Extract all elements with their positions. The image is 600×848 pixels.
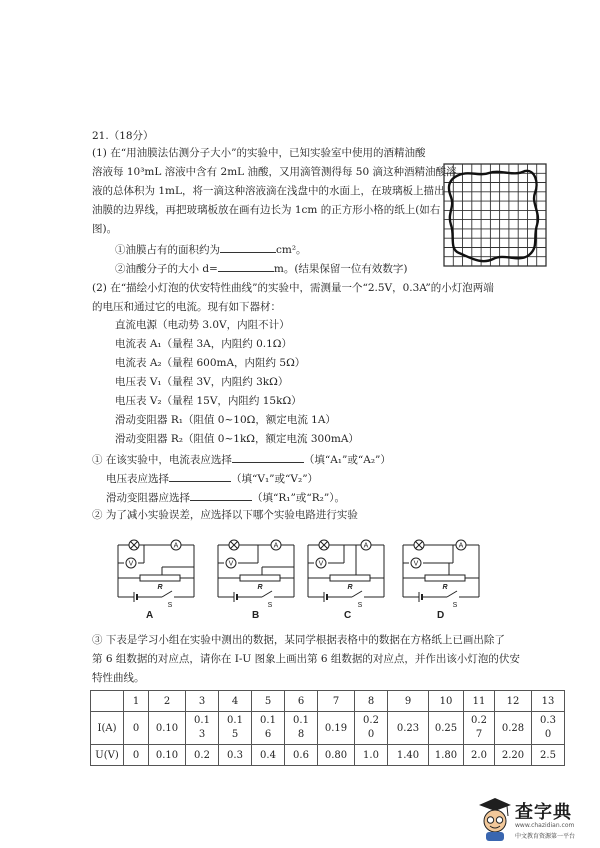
svg-text:R: R [442, 584, 448, 591]
index-cell: 8 [355, 691, 388, 712]
part2-line-2: 的电压和通过它的电流。现有如下器材： [92, 301, 281, 313]
index-cell: 10 [429, 691, 464, 712]
voltage-cell: 0.3 [219, 745, 252, 766]
voltmeter-blank[interactable] [169, 470, 231, 482]
logo-url: www.chazidian.com [515, 822, 575, 829]
voltage-cell: 0.4 [252, 745, 285, 766]
circuit-diagram-b [210, 535, 302, 615]
current-cell: 0.23 [388, 712, 429, 745]
area-blank[interactable] [220, 241, 276, 253]
svg-text:A: A [363, 542, 369, 550]
equipment-item: 滑动变阻器 R₂（阻值 0~1kΩ，额定电流 300mA） [115, 433, 359, 445]
index-cell [91, 691, 124, 712]
table-row-voltage [91, 745, 565, 766]
oil-film-grid-figure [443, 163, 547, 267]
current-cell: 0.28 [495, 712, 532, 745]
part1-line-3: 液的总体积为 1mL，将一滴这种溶液滴在浅盘中的水面上，在玻璃板上描出 [92, 185, 445, 197]
index-cell: 7 [318, 691, 355, 712]
index-cell: 11 [464, 691, 495, 712]
voltage-cell: 0.6 [285, 745, 318, 766]
circuit-label-d: D [437, 610, 445, 621]
current-cell: 0 [124, 712, 149, 745]
index-cell: 3 [186, 691, 219, 712]
svg-text:A: A [273, 542, 279, 550]
voltage-cell: 0.2 [186, 745, 219, 766]
table-intro-line-1: ③ 下表是学习小组在实验中测出的数据，某同学根据表格中的数据在方格纸上已画出除了 [92, 634, 505, 646]
circuit-label-c: C [344, 610, 352, 621]
current-cell: 0.10 [149, 712, 186, 745]
current-cell: 0.2 0 [355, 712, 388, 745]
index-cell: 13 [532, 691, 565, 712]
voltage-cell: 1.40 [388, 745, 429, 766]
voltage-cell: 0 [124, 745, 149, 766]
part1-line-2: 溶液每 10³mL 溶液中含有 2mL 油酸，又用滴管测得每 50 滴这种酒精油酸溶 [92, 166, 457, 178]
equipment-item: 电流表 A₂（量程 600mA，内阻约 5Ω） [115, 357, 306, 369]
table-row-index [91, 691, 565, 712]
part1-line-5: 图)。 [92, 223, 118, 235]
index-cell: 4 [219, 691, 252, 712]
svg-text:A: A [173, 542, 179, 550]
current-cell: 0.2 7 [464, 712, 495, 745]
svg-text:R: R [257, 584, 263, 591]
svg-text:R: R [347, 584, 353, 591]
rheostat-blank[interactable] [190, 489, 252, 501]
select-voltmeter: 电压表应选择 （填“V₁”或“V₂”） [106, 470, 318, 486]
svg-text:S: S [267, 602, 273, 609]
voltage-cell: 1.0 [355, 745, 388, 766]
q1-area: ①油膜占有的面积约为 cm²。 [115, 241, 307, 257]
select-ammeter: ① 在该实验中，电流表应选择 （填“A₁”或“A₂”） [92, 451, 391, 467]
voltage-cell: 2.20 [495, 745, 532, 766]
circuit-diagram-d [395, 535, 487, 615]
voltage-cell: 2.5 [532, 745, 565, 766]
equipment-item: 直流电源（电动势 3.0V，内阻不计） [115, 319, 290, 331]
voltage-cell: 2.0 [464, 745, 495, 766]
current-cell: 0.1 6 [252, 712, 285, 745]
logo-subtitle: 中文教育资源第一平台 [515, 833, 576, 840]
current-cell: 0.1 3 [186, 712, 219, 745]
chazidian-logo [478, 796, 596, 846]
svg-text:S: S [357, 602, 363, 609]
svg-text:V: V [128, 560, 134, 568]
question-header: 21.（18分） [92, 130, 154, 142]
circuit-diagram-a [110, 535, 202, 615]
measurement-table [90, 690, 565, 766]
logo-title: 查字典 [515, 802, 572, 823]
svg-text:R: R [157, 584, 163, 591]
index-cell: 6 [285, 691, 318, 712]
current-cell: 0.1 5 [219, 712, 252, 745]
svg-text:A: A [458, 542, 464, 550]
part1-line-1: (1) 在“用油膜法估测分子大小”的实验中，已知实验室中使用的酒精油酸 [92, 147, 426, 159]
part1-line-4: 油膜的边界线，再把玻璃板放在画有边长为 1cm 的正方形小格的纸上(如右 [92, 204, 441, 216]
svg-text:S: S [167, 602, 173, 609]
circuit-prompt: ② 为了减小实验误差，应选择以下哪个实验电路进行实验 [92, 509, 358, 521]
ammeter-blank[interactable] [232, 451, 304, 463]
current-cell: 0.19 [318, 712, 355, 745]
index-cell: 1 [124, 691, 149, 712]
svg-text:V: V [318, 560, 324, 568]
table-intro-line-3: 特性曲线。 [92, 672, 145, 684]
table-row-current [91, 712, 565, 745]
row-label-voltage: U(V) [91, 745, 124, 766]
index-cell: 9 [388, 691, 429, 712]
svg-text:V: V [228, 560, 234, 568]
svg-text:S: S [452, 602, 458, 609]
equipment-item: 电压表 V₁（量程 3V，内阻约 3kΩ） [115, 376, 289, 388]
voltage-cell: 0.80 [318, 745, 355, 766]
voltage-cell: 1.80 [429, 745, 464, 766]
circuit-label-b: B [252, 610, 260, 621]
voltage-cell: 0.10 [149, 745, 186, 766]
equipment-item: 电流表 A₁（量程 3A，内阻约 0.1Ω） [115, 338, 292, 350]
table-intro-line-2: 第 6 组数据的对应点，请你在 I-U 图象上画出第 6 组数据的对应点，并作出该小灯泡的伏安 [92, 653, 520, 665]
mascot-icon [478, 796, 512, 842]
part2-line-1: (2) 在“描绘小灯泡的伏安特性曲线”的实验中，需测量一个“2.5V，0.3A”的小灯泡两端 [92, 282, 494, 294]
current-cell: 0.3 0 [532, 712, 565, 745]
current-cell: 0.25 [429, 712, 464, 745]
index-cell: 2 [149, 691, 186, 712]
circuit-diagram-c [300, 535, 392, 615]
equipment-item: 滑动变阻器 R₁（阻值 0~10Ω，额定电流 1A） [115, 414, 336, 426]
circuit-label-a: A [146, 610, 154, 621]
svg-text:V: V [413, 560, 419, 568]
index-cell: 5 [252, 691, 285, 712]
current-cell: 0.1 8 [285, 712, 318, 745]
row-label-current: I(A) [91, 712, 124, 745]
q1-diameter: ②油酸分子的大小 d= m。(结果保留一位有效数字) [115, 260, 408, 276]
select-rheostat: 滑动变阻器应选择 （填“R₁”或“R₂”）。 [106, 489, 345, 505]
diameter-blank[interactable] [218, 260, 274, 272]
equipment-item: 电压表 V₂（量程 15V，内阻约 15kΩ） [115, 395, 302, 407]
index-cell: 12 [495, 691, 532, 712]
